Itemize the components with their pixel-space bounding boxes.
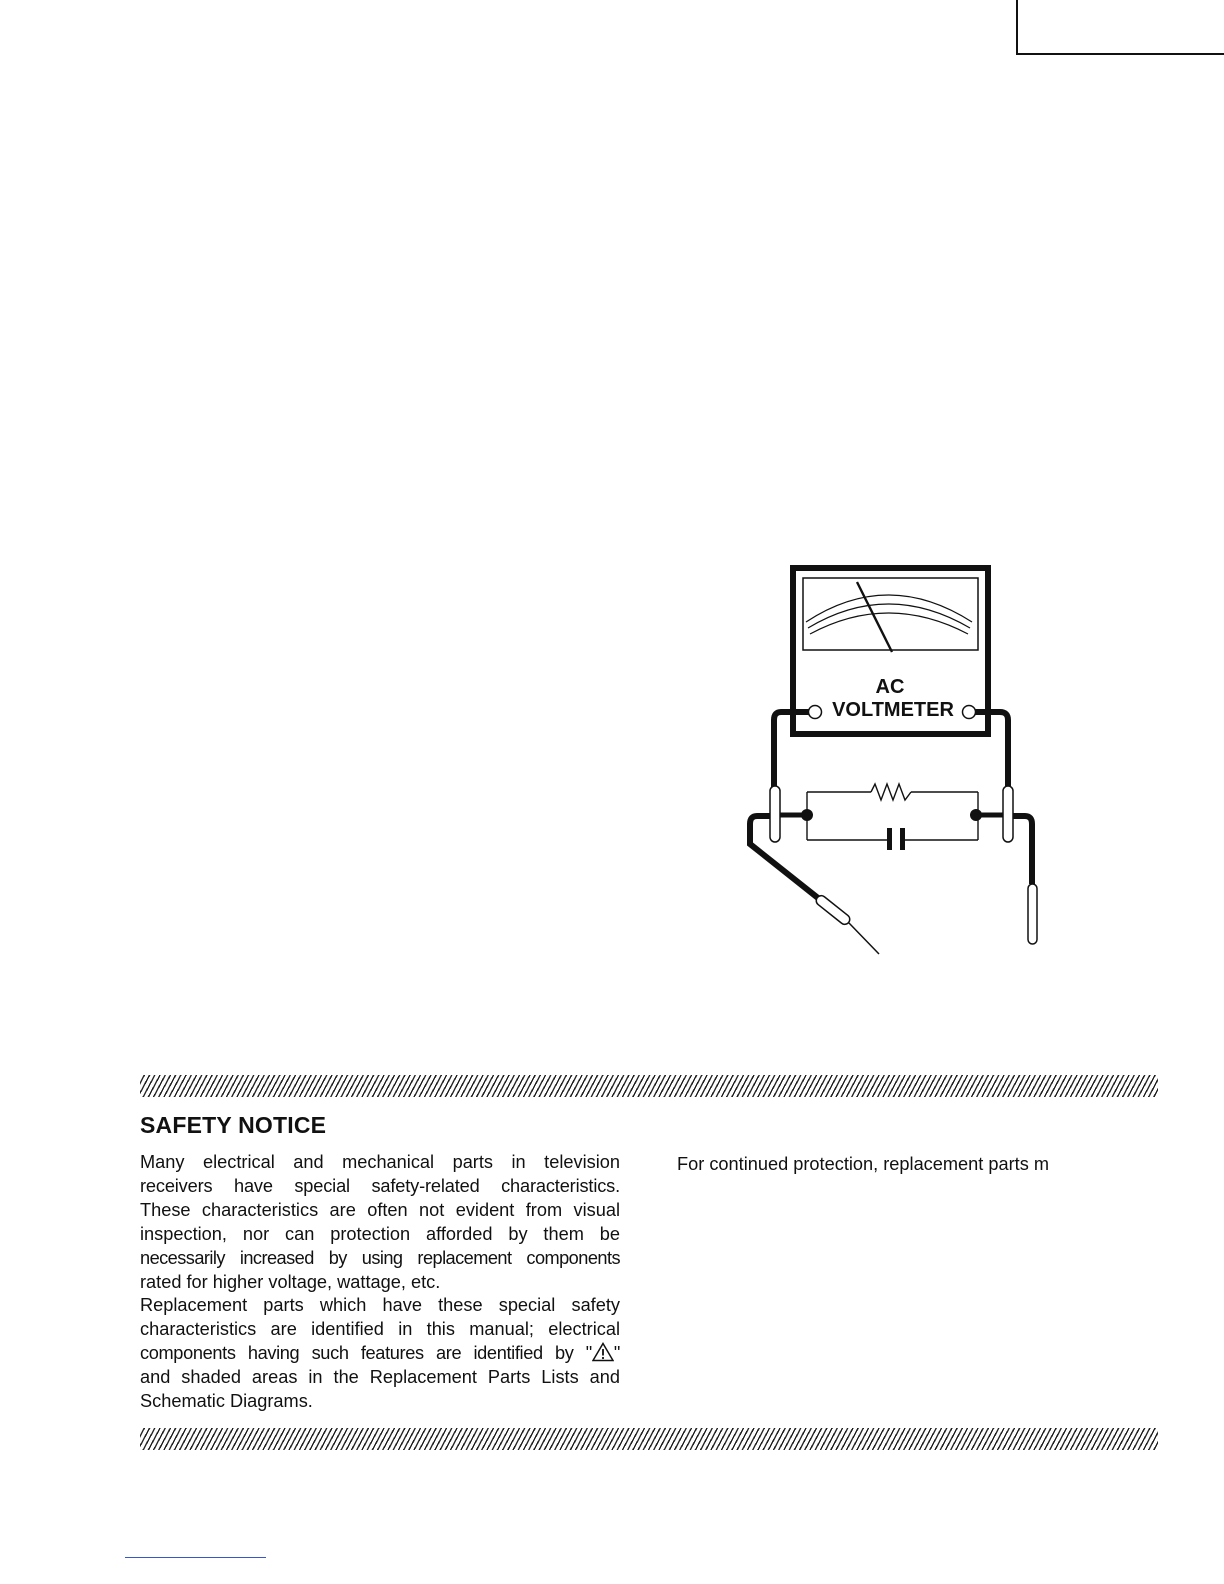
right-probe-wire xyxy=(1013,816,1032,884)
voltmeter-dial-window xyxy=(803,578,978,650)
paragraph-line: These characteristics are often not evident from visual xyxy=(140,1199,620,1220)
left-terminal xyxy=(809,706,822,719)
paragraph-line: receivers have special safety-related characteristics. xyxy=(140,1175,620,1196)
safety-notice-right-column xyxy=(677,1153,1157,1177)
hatch-divider-bottom xyxy=(140,1428,1158,1450)
safety-notice-left-column xyxy=(140,1151,620,1414)
ac-voltmeter-diagram xyxy=(730,560,1050,960)
meter-label-ac: AC xyxy=(875,676,905,698)
paragraph-line-part: components having such features are identified by " xyxy=(140,1343,592,1364)
left-probe-wire xyxy=(750,816,818,898)
left-probe xyxy=(814,894,852,927)
paragraph-line: necessarily increased by using replacement components xyxy=(140,1247,620,1268)
right-terminal xyxy=(963,706,976,719)
paragraph-line: Replacement parts which have these special safety xyxy=(140,1295,620,1316)
right-clip xyxy=(1003,786,1013,842)
safety-notice-title: SAFETY NOTICE xyxy=(140,1112,327,1138)
paragraph-line: inspection, nor can protection afforded by them be xyxy=(140,1223,620,1244)
paragraph-line: For continued protection, replacement parts m xyxy=(677,1154,1050,1174)
hatch-divider-top xyxy=(140,1075,1158,1097)
right-probe xyxy=(1028,884,1037,944)
paragraph-line: Schematic Diagrams. xyxy=(140,1391,313,1412)
left-probe-tip xyxy=(849,923,879,954)
corner-frame xyxy=(1016,0,1224,55)
paragraph-line-part: " xyxy=(613,1343,620,1364)
warning-triangle-icon xyxy=(592,1342,614,1362)
paragraph-line: and shaded areas in the Replacement Parts Lists and xyxy=(140,1367,620,1388)
rc-network xyxy=(807,784,978,840)
footer-link-underline xyxy=(125,1557,266,1558)
paragraph-line: characteristics are identified in this manual; electrical xyxy=(140,1319,620,1340)
resistor-symbol xyxy=(871,784,911,800)
meter-label-voltmeter: VOLTMETER xyxy=(832,699,954,721)
paragraph-line: Many electrical and mechanical parts in television xyxy=(140,1152,620,1172)
paragraph-line: rated for higher voltage, wattage, etc. xyxy=(140,1271,441,1292)
paragraph-line-with-icon xyxy=(140,1342,620,1366)
capacitor-symbol xyxy=(887,828,905,850)
left-clip xyxy=(770,786,780,842)
